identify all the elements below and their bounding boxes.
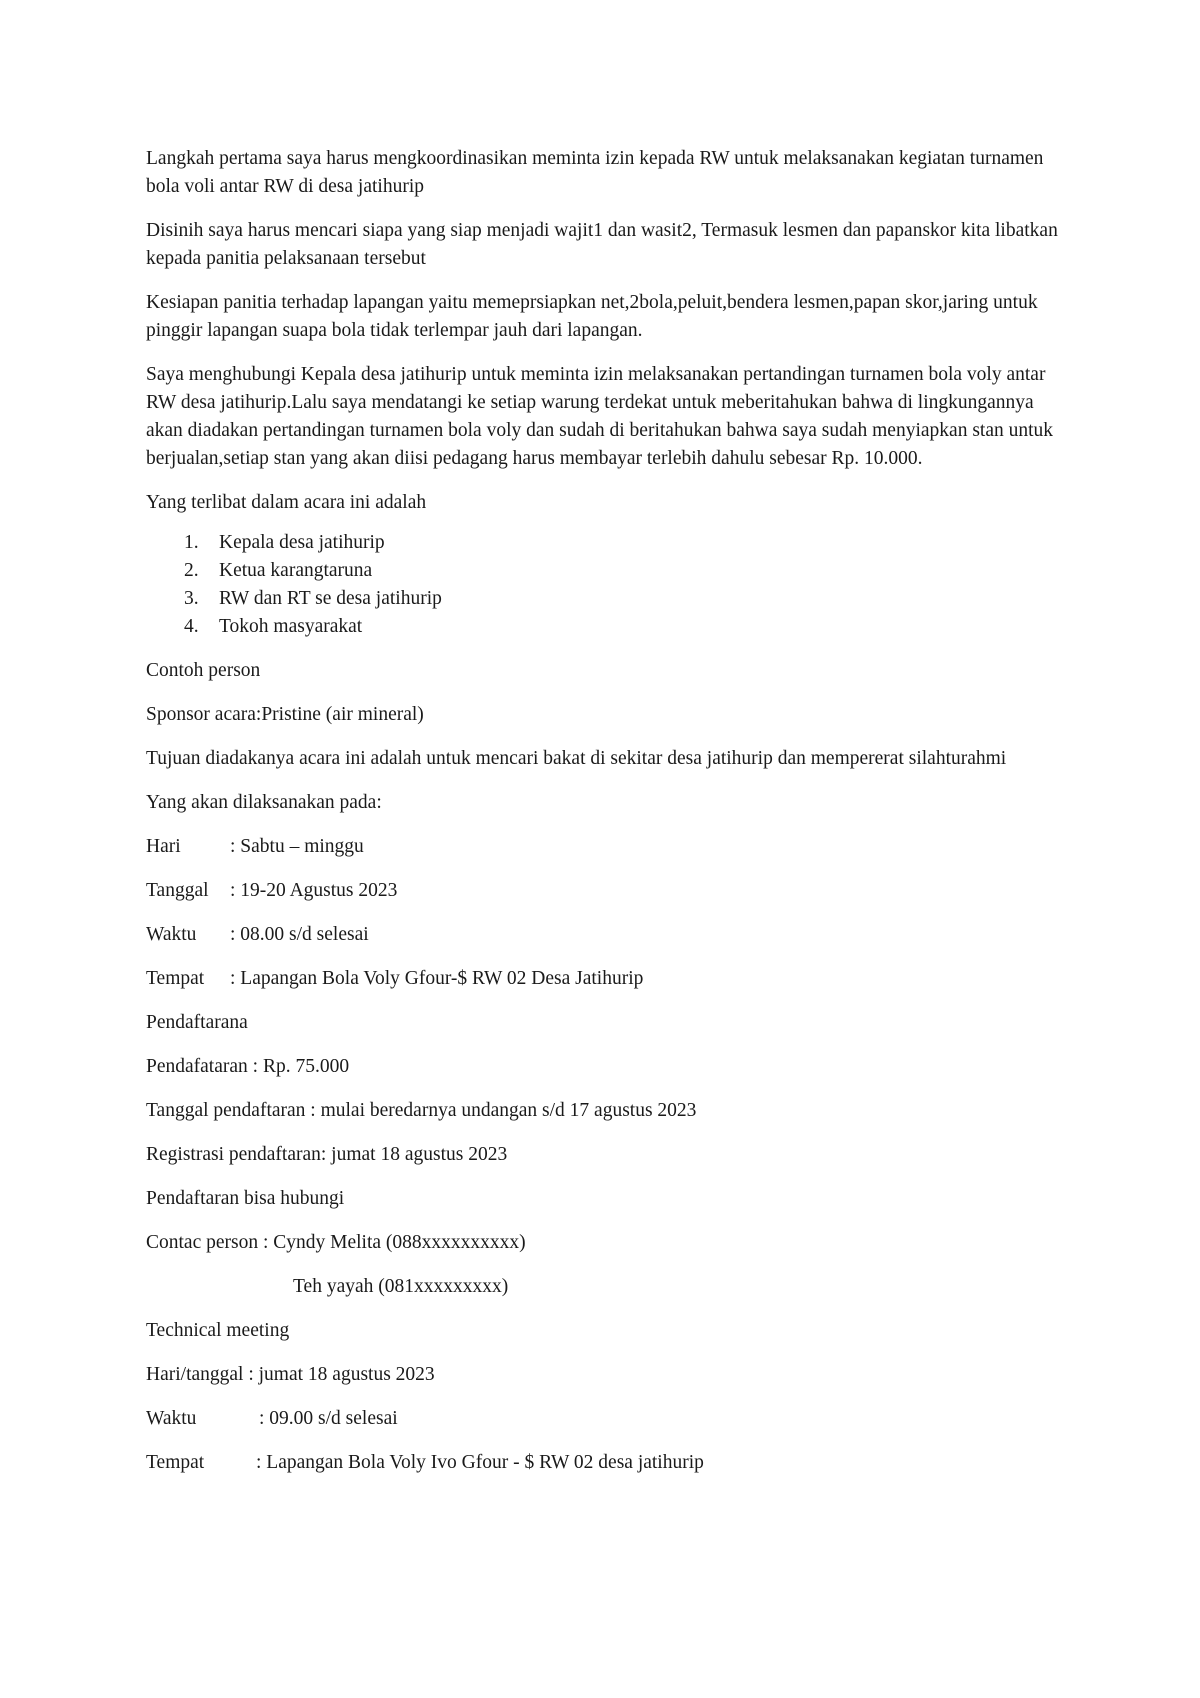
paragraph-referees: Disinih saya harus mencari siapa yang siap menjadi wajit1 dan wasit2, Termasuk lesmen dan papanskor kita libatkan kepada panitia pelaksanaan tersebut <box>146 220 1058 269</box>
registration-heading: Pendaftarana <box>146 1012 248 1033</box>
registration-fee: Pendafataran : Rp. 75.000 <box>146 1056 350 1077</box>
registration-registrasi: Registrasi pendaftaran: jumat 18 agustus 2023 <box>146 1144 508 1165</box>
schedule-intro: Yang akan dilaksanakan pada: <box>146 792 382 813</box>
schedule-time-label: Waktu <box>146 924 197 945</box>
purpose-paragraph: Tujuan diadakanya acara ini adalah untuk mencari bakat di sekitar desa jatihurip dan mempererat silahturahmi <box>146 748 1007 769</box>
technical-meeting-heading: Technical meeting <box>146 1320 290 1341</box>
schedule-date-label: Tanggal <box>146 880 209 901</box>
registration-date: Tanggal pendaftaran : mulai beredarnya undangan s/d 17 agustus 2023 <box>146 1100 697 1121</box>
registration-contact-heading: Pendaftaran bisa hubungi <box>146 1188 345 1209</box>
technical-meeting-date: Hari/tanggal : jumat 18 agustus 2023 <box>146 1364 435 1385</box>
list-item: 2. Ketua karangtaruna <box>184 560 373 581</box>
schedule-day-value: : Sabtu – minggu <box>230 836 364 857</box>
registration-contact-secondary: Teh yayah (081xxxxxxxxx) <box>293 1276 509 1297</box>
paragraph-coordination: Langkah pertama saya harus mengkoordinasikan meminta izin kepada RW untuk melaksanakan kegiatan turnamen bola voli antar RW di desa jatihurip <box>146 148 1044 197</box>
schedule-day-label: Hari <box>146 836 181 857</box>
schedule-time-row <box>146 921 1066 949</box>
involved-list <box>146 529 1066 641</box>
paragraph-field-preparation: Kesiapan panitia terhadap lapangan yaitu memeprsiapkan net,2bola,peluit,bendera lesmen,papan skor,jaring untuk pinggir lapangan suapa bola tidak terlempar jauh dari lapangan. <box>146 292 1038 341</box>
document-page <box>146 145 1066 1493</box>
list-item: 4. Tokoh masyarakat <box>184 616 363 637</box>
technical-meeting-place-row <box>146 1449 1066 1477</box>
schedule-day-row <box>146 833 1066 861</box>
technical-meeting-place-label: Tempat <box>146 1452 205 1473</box>
schedule-place-row <box>146 965 1066 993</box>
technical-meeting-place-value: : Lapangan Bola Voly Ivo Gfour - $ RW 02 desa jatihurip <box>256 1452 704 1473</box>
registration-contact-primary: Contac person : Cyndy Melita (088xxxxxxxxxx) <box>146 1232 526 1253</box>
schedule-date-row <box>146 877 1066 905</box>
sponsor-line: Sponsor acara:Pristine (air mineral) <box>146 704 424 725</box>
schedule-time-value: : 08.00 s/d selesai <box>230 924 369 945</box>
schedule-place-value: : Lapangan Bola Voly Gfour-$ RW 02 Desa Jatihurip <box>230 968 644 989</box>
list-item: 1. Kepala desa jatihurip <box>184 532 385 553</box>
list-item: 3. RW dan RT se desa jatihurip <box>184 588 442 609</box>
paragraph-village-head: Saya menghubungi Kepala desa jatihurip untuk meminta izin melaksanakan pertandingan turnamen bola voly antar RW desa jatihurip.Lalu saya mendatangi ke setiap warung terdekat untuk meberitahukan bahwa di lingkungannya akan diadakan pertandingan turnamen bola voly dan sudah di beritahukan bahwa saya sudah menyiapkan stan untuk berjualan,setiap stan yang akan diisi pedagang harus membayar terlebih dahulu sebesar Rp. 10.000. <box>146 364 1054 469</box>
schedule-date-value: : 19-20 Agustus 2023 <box>230 880 398 901</box>
technical-meeting-time-row <box>146 1405 1066 1433</box>
technical-meeting-time-value: : 09.00 s/d selesai <box>259 1408 398 1429</box>
paragraph-involved-intro: Yang terlibat dalam acara ini adalah <box>146 492 427 513</box>
contoh-person-line: Contoh person <box>146 660 261 681</box>
technical-meeting-time-label: Waktu <box>146 1408 197 1429</box>
schedule-place-label: Tempat <box>146 968 205 989</box>
